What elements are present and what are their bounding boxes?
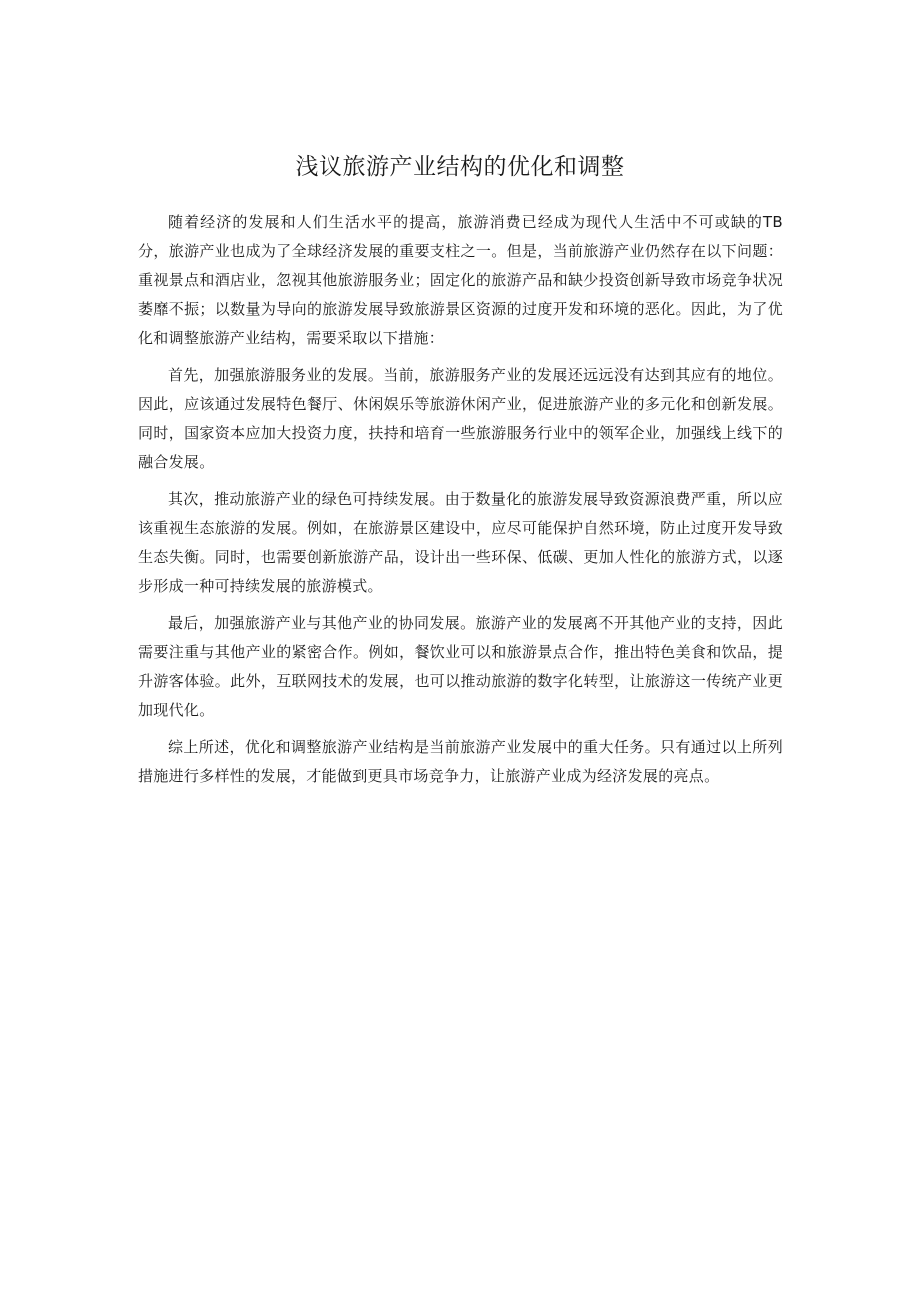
paragraph-second-measure: 其次，推动旅游产业的绿色可持续发展。由于数量化的旅游发展导致资源浪费严重，所以应该重视生态旅游的发展。例如，在旅游景区建设中，应尽可能保护自然环境，防止过度开发导致生态失衡。同时，也需要创新旅游产品，设计出一些环保、低碳、更加人性化的旅游方式，以逐步形成一种可持续发展的旅游模式。 xyxy=(138,490,783,595)
document-title: 浅议旅游产业结构的优化和调整 xyxy=(295,154,625,181)
paragraph-conclusion: 综上所述，优化和调整旅游产业结构是当前旅游产业发展中的重大任务。只有通过以上所列措施进行多样性的发展，才能做到更具市场竞争力，让旅游产业成为经济发展的亮点。 xyxy=(138,738,783,785)
paragraph-third-measure: 最后，加强旅游产业与其他产业的协同发展。旅游产业的发展离不开其他产业的支持，因此需要注重与其他产业的紧密合作。例如，餐饮业可以和旅游景点合作，推出特色美食和饮品，提升游客体验。此外，互联网技术的发展，也可以推动旅游的数字化转型，让旅游这一传统产业更加现代化。 xyxy=(138,614,783,719)
paragraph-first-measure: 首先，加强旅游服务业的发展。当前，旅游服务产业的发展还远远没有达到其应有的地位。因此，应该通过发展特色餐厅、休闲娱乐等旅游休闲产业，促进旅游产业的多元化和创新发展。同时，国家资本应加大投资力度，扶持和培育一些旅游服务行业中的领军企业，加强线上线下的融合发展。 xyxy=(138,366,783,471)
paragraph-intro: 随着经济的发展和人们生活水平的提高，旅游消费已经成为现代人生活中不可或缺的TB分，旅游产业也成为了全球经济发展的重要支柱之一。但是，当前旅游产业仍然存在以下问题：重视景点和酒店业，忽视其他旅游服务业；固定化的旅游产品和缺少投资创新导致市场竞争状况萎靡不振；以数量为导向的旅游发展导致旅游景区资源的过度开发和环境的恶化。因此，为了优化和调整旅游产业结构，需要采取以下措施： xyxy=(138,213,783,347)
document-body xyxy=(138,208,783,799)
